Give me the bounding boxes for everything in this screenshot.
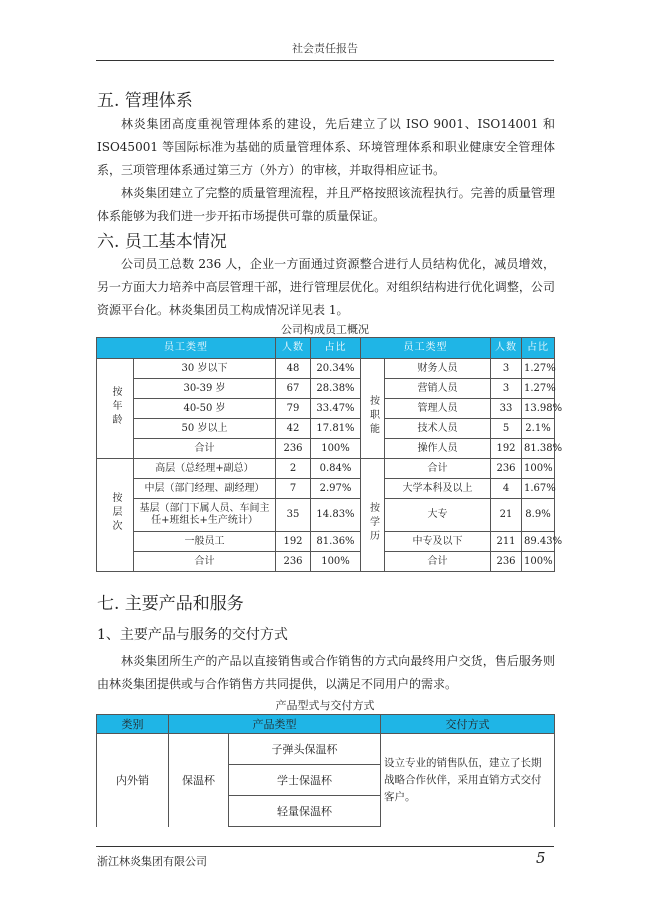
- cell-label: 管理人员: [385, 399, 491, 419]
- section-6-heading: 六. 员工基本情况: [97, 232, 227, 252]
- cell-spacer: [361, 459, 385, 479]
- table-row: [97, 359, 555, 379]
- cell-ratio: 0.84%: [311, 459, 361, 479]
- header-ratio-left: 占比: [311, 338, 361, 359]
- header-count-right: 人数: [491, 338, 522, 359]
- group-label-level: 按层次: [97, 459, 134, 572]
- table-row: [97, 552, 555, 572]
- staff-table-header-row: [97, 338, 555, 359]
- table-row: [97, 479, 555, 499]
- header-delivery: 交付方式: [381, 715, 555, 734]
- product-table-caption: 产品型式与交付方式: [275, 699, 375, 712]
- cell-count: 4: [491, 479, 522, 499]
- cell-label: 基层（部门下属人员、车间主任+班组长+生产统计）: [134, 499, 276, 532]
- cell-label: 技术人员: [385, 419, 491, 439]
- cell-count: 21: [491, 499, 522, 532]
- section-7-subheading: 1、主要产品与服务的交付方式: [97, 627, 288, 643]
- cell-category: 内外销: [97, 734, 169, 827]
- cell-ratio: 1.67%: [522, 479, 555, 499]
- cell-count: 236: [491, 459, 522, 479]
- group-label-function: 按职能: [361, 379, 385, 459]
- cell-label: 大专: [385, 499, 491, 532]
- section-5-heading: 五. 管理体系: [97, 91, 193, 111]
- cell-ratio: 1.27%: [522, 359, 555, 379]
- header-count-left: 人数: [276, 338, 311, 359]
- cell-label: 大学本科及以上: [385, 479, 491, 499]
- cell-label: 合计: [385, 459, 491, 479]
- cell-label: 高层（总经理+副总）: [134, 459, 276, 479]
- cell-count: 211: [491, 532, 522, 552]
- cell-ratio: 8.9%: [522, 499, 555, 532]
- footer-company: 浙江林炎集团有限公司: [97, 855, 207, 868]
- cell-ratio: 2.97%: [311, 479, 361, 499]
- table-row: [97, 459, 555, 479]
- cell-label: 中专及以下: [385, 532, 491, 552]
- cell-label: 30-39 岁: [134, 379, 276, 399]
- cell-count: 5: [491, 419, 522, 439]
- cell-ratio: 17.81%: [311, 419, 361, 439]
- cell-count: 48: [276, 359, 311, 379]
- header-category: 类别: [97, 715, 169, 734]
- header-type-left: 员工类型: [97, 338, 276, 359]
- cell-ratio: 28.38%: [311, 379, 361, 399]
- cell-count: 35: [276, 499, 311, 532]
- header-rule: [96, 60, 554, 61]
- table-row: [97, 532, 555, 552]
- group-label-age: 按年龄: [97, 359, 134, 459]
- page-number: 5: [536, 849, 546, 867]
- cell-label: 50 岁以上: [134, 419, 276, 439]
- cell-ratio: 100%: [311, 552, 361, 572]
- cell-ratio: 20.34%: [311, 359, 361, 379]
- cell-count: 3: [491, 379, 522, 399]
- table-row: [97, 399, 555, 419]
- cell-label: 合计: [134, 439, 276, 459]
- table-row: [97, 379, 555, 399]
- footer-rule: [96, 846, 554, 847]
- cell-ratio: 100%: [522, 459, 555, 479]
- cell-product-group: 保温杯: [169, 734, 229, 827]
- header-product-type: 产品类型: [169, 715, 381, 734]
- cell-label: 财务人员: [385, 359, 491, 379]
- cell-count: 33: [491, 399, 522, 419]
- cell-count: 3: [491, 359, 522, 379]
- cell-ratio: 13.98%: [522, 399, 555, 419]
- cell-count: 7: [276, 479, 311, 499]
- header-ratio-right: 占比: [522, 338, 555, 359]
- cell-label: 中层（部门经理、副经理）: [134, 479, 276, 499]
- page-header-title: 社会责任报告: [292, 42, 358, 55]
- cell-count: 192: [491, 439, 522, 459]
- cell-ratio: 14.83%: [311, 499, 361, 532]
- cell-count: 79: [276, 399, 311, 419]
- staff-composition-table: [96, 337, 563, 572]
- product-table-header-row: [97, 715, 555, 734]
- cell-ratio: 2.1%: [522, 419, 555, 439]
- cell-delivery: 设立专业的销售队伍，建立了长期战略合作伙伴，采用直销方式交付客户。: [381, 734, 555, 827]
- product-delivery-table: [96, 714, 555, 827]
- cell-label: 合计: [385, 552, 491, 572]
- cell-ratio: 33.47%: [311, 399, 361, 419]
- cell-label: 一般员工: [134, 532, 276, 552]
- cell-label: 合计: [134, 552, 276, 572]
- cell-ratio: 100%: [522, 552, 555, 572]
- cell-product: 子弹头保温杯: [229, 734, 381, 765]
- section-7-heading: 七. 主要产品和服务: [97, 594, 244, 614]
- table-row: [97, 499, 555, 532]
- cell-ratio: 81.36%: [311, 532, 361, 552]
- cell-label: 40-50 岁: [134, 399, 276, 419]
- cell-count: 42: [276, 419, 311, 439]
- cell-count: 67: [276, 379, 311, 399]
- table-row: [97, 734, 555, 765]
- cell-spacer: [361, 359, 385, 379]
- cell-ratio: 1.27%: [522, 379, 555, 399]
- cell-label: 营销人员: [385, 379, 491, 399]
- table-row: [97, 419, 555, 439]
- group-label-education: 按学历: [361, 479, 385, 572]
- section-5-paragraph-1: 林炎集团高度重视管理体系的建设，先后建立了以 ISO 9001、ISO14001 和 ISO45001 等国际标准为基础的质量管理体系、环境管理体系和职业健康安全管理体系，三项管理体系通过第三方（外方）的审核，并取得相应证书。: [97, 117, 555, 177]
- section-6-paragraph-1: 公司员工总数 236 人，企业一方面通过资源整合进行人员结构优化，减员增效，另一方面大力培养中高层管理干部，进行管理层优化。对组织结构进行优化调整，公司资源平台化。林炎集团员工构成情况详见表 1。: [97, 257, 555, 317]
- cell-count: 236: [276, 552, 311, 572]
- cell-count: 236: [491, 552, 522, 572]
- section-7-paragraph-1: 林炎集团所生产的产品以直接销售或合作销售的方式向最终用户交货，售后服务则由林炎集团提供或与合作销售方共同提供，以满足不同用户的需求。: [97, 654, 555, 691]
- cell-label: 30 岁以下: [134, 359, 276, 379]
- section-5-paragraph-2: 林炎集团建立了完整的质量管理流程，并且严格按照该流程执行。完善的质量管理体系能够为我们进一步开拓市场提供可靠的质量保证。: [97, 186, 555, 223]
- cell-product: 轻量保温杯: [229, 796, 381, 827]
- cell-product: 学士保温杯: [229, 765, 381, 796]
- cell-ratio: 89.43%: [522, 532, 555, 552]
- cell-ratio: 81.38%: [522, 439, 555, 459]
- cell-count: 2: [276, 459, 311, 479]
- staff-table-caption: 公司构成员工概况: [281, 323, 369, 336]
- cell-count: 236: [276, 439, 311, 459]
- cell-count: 192: [276, 532, 311, 552]
- header-type-right: 员工类型: [361, 338, 491, 359]
- cell-label: 操作人员: [385, 439, 491, 459]
- cell-ratio: 100%: [311, 439, 361, 459]
- table-row: [97, 439, 555, 459]
